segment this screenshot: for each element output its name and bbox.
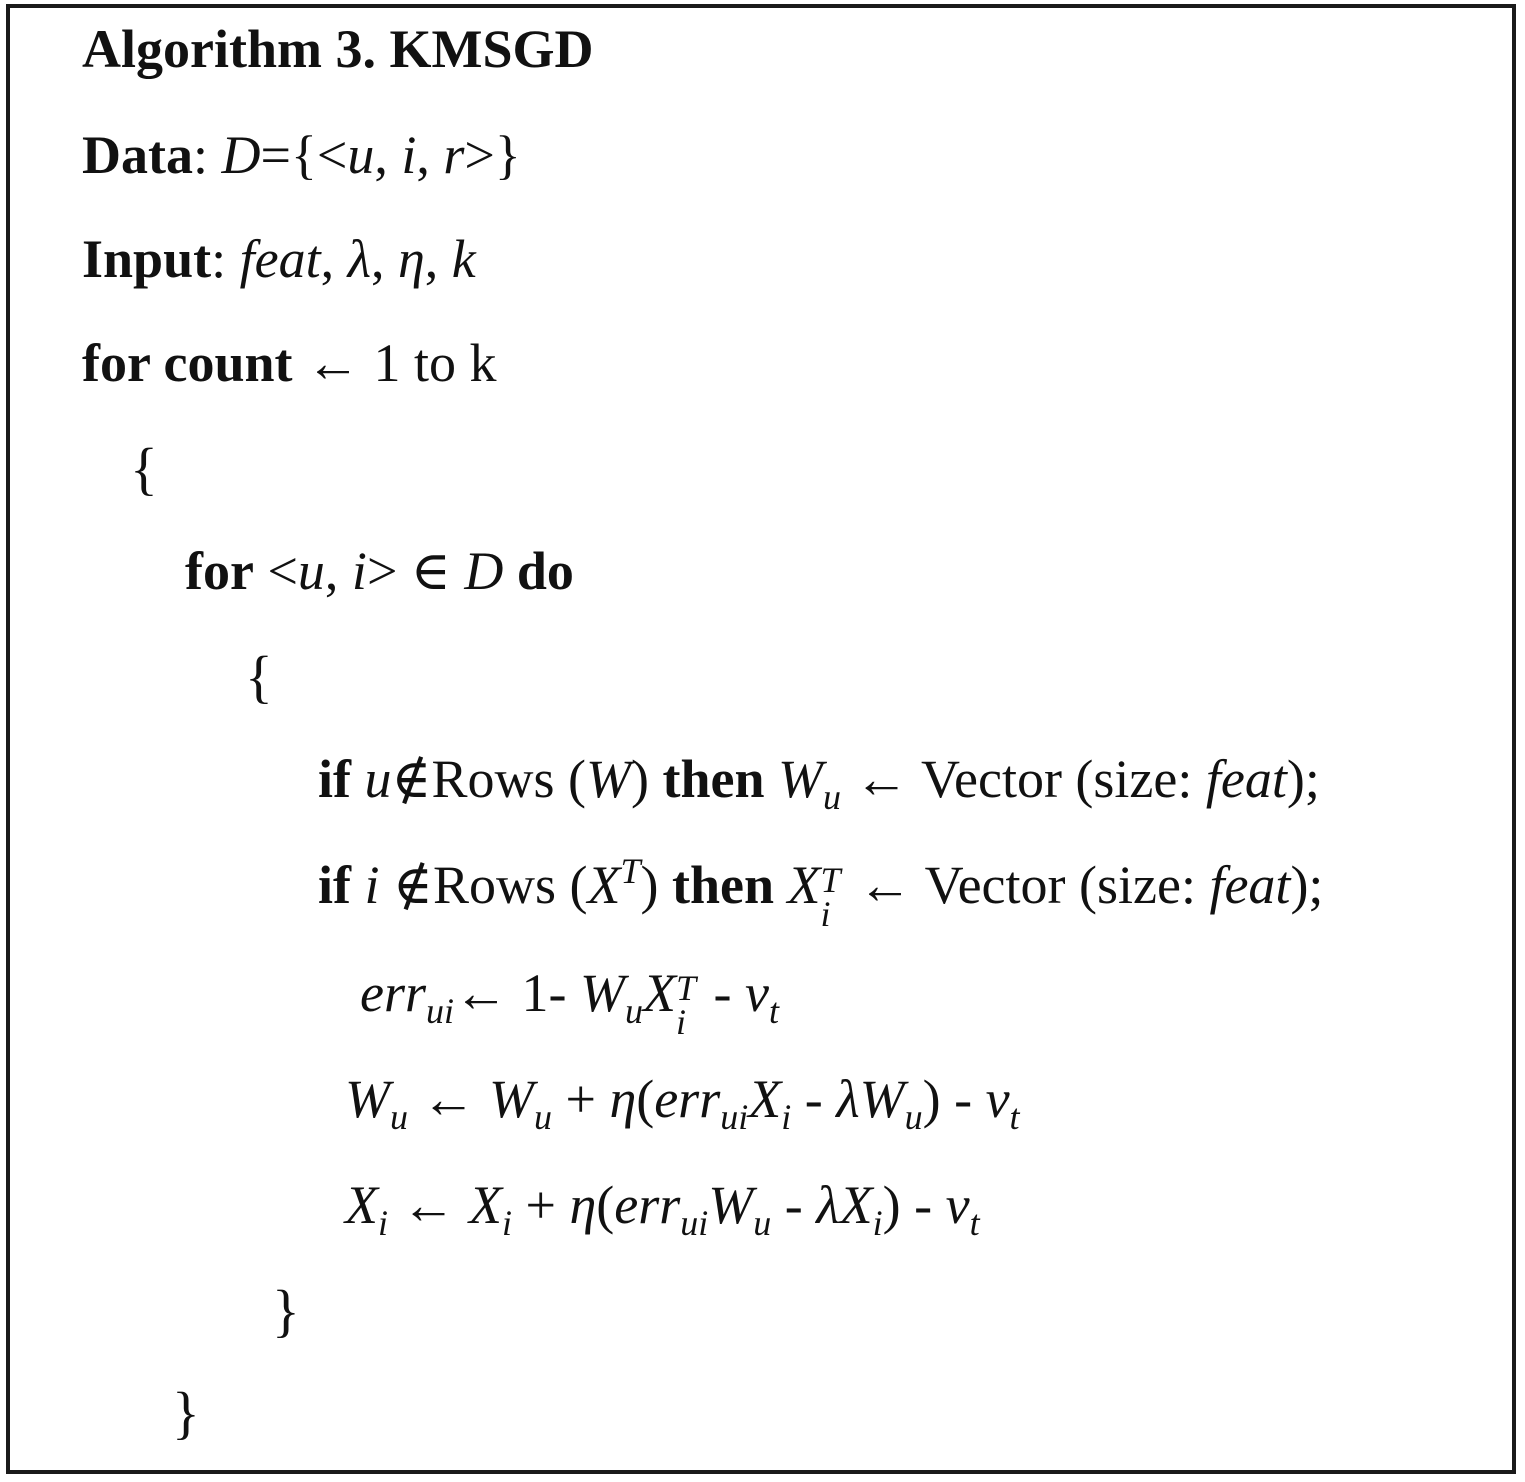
inner-i: i bbox=[351, 541, 367, 601]
input-eta: η bbox=[397, 229, 425, 289]
data-set-open: ={< bbox=[260, 125, 348, 185]
data-comma-1: , bbox=[374, 125, 402, 185]
input-label: Input bbox=[82, 229, 212, 289]
close-paren: ) bbox=[922, 1069, 941, 1129]
inner-for-line bbox=[185, 541, 574, 601]
close-paren: ) bbox=[640, 855, 659, 915]
err-sub: ui bbox=[426, 991, 455, 1031]
err-symbol: err bbox=[360, 963, 426, 1023]
err-x-scripts bbox=[675, 968, 700, 1042]
err-line bbox=[360, 963, 779, 1042]
err-v-sub: t bbox=[768, 991, 779, 1031]
data-set-close: >} bbox=[464, 125, 521, 185]
vector-text: Vector (size: bbox=[924, 855, 1210, 915]
assign-arrow: ← bbox=[454, 963, 509, 1023]
data-line bbox=[82, 125, 521, 185]
open-paren: ( bbox=[636, 1069, 655, 1129]
xi-rhs-x-sub: i bbox=[502, 1203, 513, 1243]
xi-w-sub: u bbox=[753, 1203, 772, 1243]
outer-open-brace: { bbox=[130, 436, 158, 501]
err-x: X bbox=[642, 963, 676, 1023]
not-member-symbol: ∉ bbox=[393, 855, 433, 915]
if-keyword: if bbox=[318, 855, 351, 915]
tuple-comma: , bbox=[324, 541, 352, 601]
wu-lambda: λ bbox=[836, 1069, 860, 1129]
inner-set: D bbox=[464, 541, 504, 601]
xi-lhs: X bbox=[345, 1175, 378, 1235]
plus: + bbox=[551, 1069, 610, 1129]
data-comma-2: , bbox=[416, 125, 444, 185]
input-feat: feat bbox=[239, 229, 321, 289]
target-w: W bbox=[777, 749, 823, 809]
target-x-sub: i bbox=[820, 894, 831, 934]
tuple-open: < bbox=[267, 541, 298, 601]
x-update-line bbox=[345, 1175, 980, 1243]
err-w-sub: u bbox=[624, 991, 643, 1031]
not-member-symbol: ∉ bbox=[391, 749, 432, 809]
vector-close: ); bbox=[1290, 855, 1324, 915]
data-i: i bbox=[401, 125, 417, 185]
inner-close-brace: } bbox=[272, 1278, 300, 1343]
err-x-sup: T bbox=[675, 968, 697, 1008]
vector-feat: feat bbox=[1209, 855, 1291, 915]
xi-reg-x: X bbox=[839, 1175, 873, 1235]
if-x-line bbox=[318, 851, 1324, 934]
comma: , bbox=[370, 229, 398, 289]
wu-lhs: W bbox=[345, 1069, 390, 1129]
vector-feat: feat bbox=[1205, 749, 1287, 809]
target-w-sub: u bbox=[822, 777, 841, 817]
rows-label: Rows ( bbox=[431, 749, 586, 809]
wu-rhs-w: W bbox=[488, 1069, 534, 1129]
algorithm-title bbox=[82, 19, 594, 79]
assign-arrow: ← bbox=[421, 1069, 476, 1129]
xi-eta: η bbox=[569, 1175, 597, 1235]
member-symbol: ∈ bbox=[410, 541, 451, 601]
then-keyword: then bbox=[672, 855, 775, 915]
inner-u: u bbox=[297, 541, 325, 601]
if-var-i: i bbox=[364, 855, 380, 915]
data-set-symbol: D bbox=[221, 125, 261, 185]
wu-v-sub: t bbox=[1009, 1097, 1020, 1137]
if-w-line bbox=[318, 749, 1320, 817]
comma: , bbox=[320, 229, 348, 289]
inner-for-keyword: for bbox=[185, 541, 254, 601]
xi-rhs-x: X bbox=[469, 1175, 503, 1235]
assign-arrow: ← bbox=[858, 855, 913, 915]
xi-err-sub: ui bbox=[680, 1203, 709, 1243]
outer-for-line bbox=[82, 333, 497, 393]
colon: : bbox=[211, 229, 240, 289]
plus: + bbox=[512, 1175, 570, 1235]
xi-w: W bbox=[708, 1175, 754, 1235]
xi-reg-x-sub: i bbox=[872, 1203, 883, 1243]
close-paren: ) bbox=[630, 749, 649, 809]
algorithm-title-text: Algorithm 3. KMSGD bbox=[82, 19, 594, 79]
minus: - bbox=[940, 1069, 986, 1129]
target-x-scripts bbox=[820, 860, 845, 934]
xi-v: v bbox=[945, 1175, 970, 1235]
vector-text: Vector (size: bbox=[921, 749, 1206, 809]
data-r: r bbox=[443, 125, 465, 185]
comma: , bbox=[424, 229, 452, 289]
err-x-sub: i bbox=[675, 1002, 686, 1042]
minus: - bbox=[900, 1175, 946, 1235]
if-keyword: if bbox=[318, 749, 351, 809]
outer-for-range: 1 to k bbox=[373, 333, 497, 393]
xi-lhs-sub: i bbox=[378, 1203, 389, 1243]
open-paren: ( bbox=[596, 1175, 615, 1235]
wu-eta: η bbox=[609, 1069, 637, 1129]
wu-rhs-w-sub: u bbox=[533, 1097, 552, 1137]
wu-x-sub: i bbox=[781, 1097, 792, 1137]
err-w: W bbox=[580, 963, 625, 1023]
assign-arrow: ← bbox=[401, 1175, 456, 1235]
colon: : bbox=[192, 125, 222, 185]
vector-close: ); bbox=[1286, 749, 1320, 809]
input-lambda: λ bbox=[347, 229, 371, 289]
rows-matrix-w: W bbox=[586, 749, 631, 809]
outer-close-brace: } bbox=[172, 1380, 200, 1445]
data-u: u bbox=[347, 125, 375, 185]
then-keyword: then bbox=[662, 749, 765, 809]
inner-open-brace: { bbox=[245, 644, 273, 709]
if-var-u: u bbox=[364, 749, 392, 809]
xi-err: err bbox=[614, 1175, 681, 1235]
one-minus: 1- bbox=[521, 963, 567, 1023]
wu-x: X bbox=[748, 1069, 782, 1129]
minus: - bbox=[699, 963, 745, 1023]
rows-matrix-x: X bbox=[587, 855, 621, 915]
wu-reg-w-sub: u bbox=[904, 1097, 923, 1137]
assign-arrow: ← bbox=[854, 749, 909, 809]
minus: - bbox=[791, 1069, 837, 1129]
data-label: Data bbox=[82, 125, 193, 185]
target-x-sup: T bbox=[820, 860, 841, 900]
target-x: X bbox=[787, 855, 821, 915]
xi-lambda: λ bbox=[816, 1175, 840, 1235]
minus: - bbox=[771, 1175, 817, 1235]
rows-label: Rows ( bbox=[433, 855, 588, 915]
wu-reg-w: W bbox=[859, 1069, 905, 1129]
xi-v-sub: t bbox=[969, 1203, 980, 1243]
wu-err: err bbox=[654, 1069, 721, 1129]
tuple-close: > bbox=[366, 541, 398, 601]
outer-for-keyword: for count bbox=[82, 333, 293, 393]
err-v: v bbox=[744, 963, 769, 1023]
input-k: k bbox=[451, 229, 476, 289]
w-update-line bbox=[345, 1069, 1020, 1137]
assign-arrow: ← bbox=[306, 333, 360, 393]
wu-v: v bbox=[985, 1069, 1010, 1129]
wu-err-sub: ui bbox=[720, 1097, 749, 1137]
wu-lhs-sub: u bbox=[389, 1097, 408, 1137]
rows-matrix-x-sup: T bbox=[620, 851, 641, 891]
algorithm-frame bbox=[6, 4, 1516, 1474]
input-line bbox=[82, 229, 476, 289]
inner-do-keyword: do bbox=[516, 541, 574, 601]
close-paren: ) bbox=[882, 1175, 901, 1235]
